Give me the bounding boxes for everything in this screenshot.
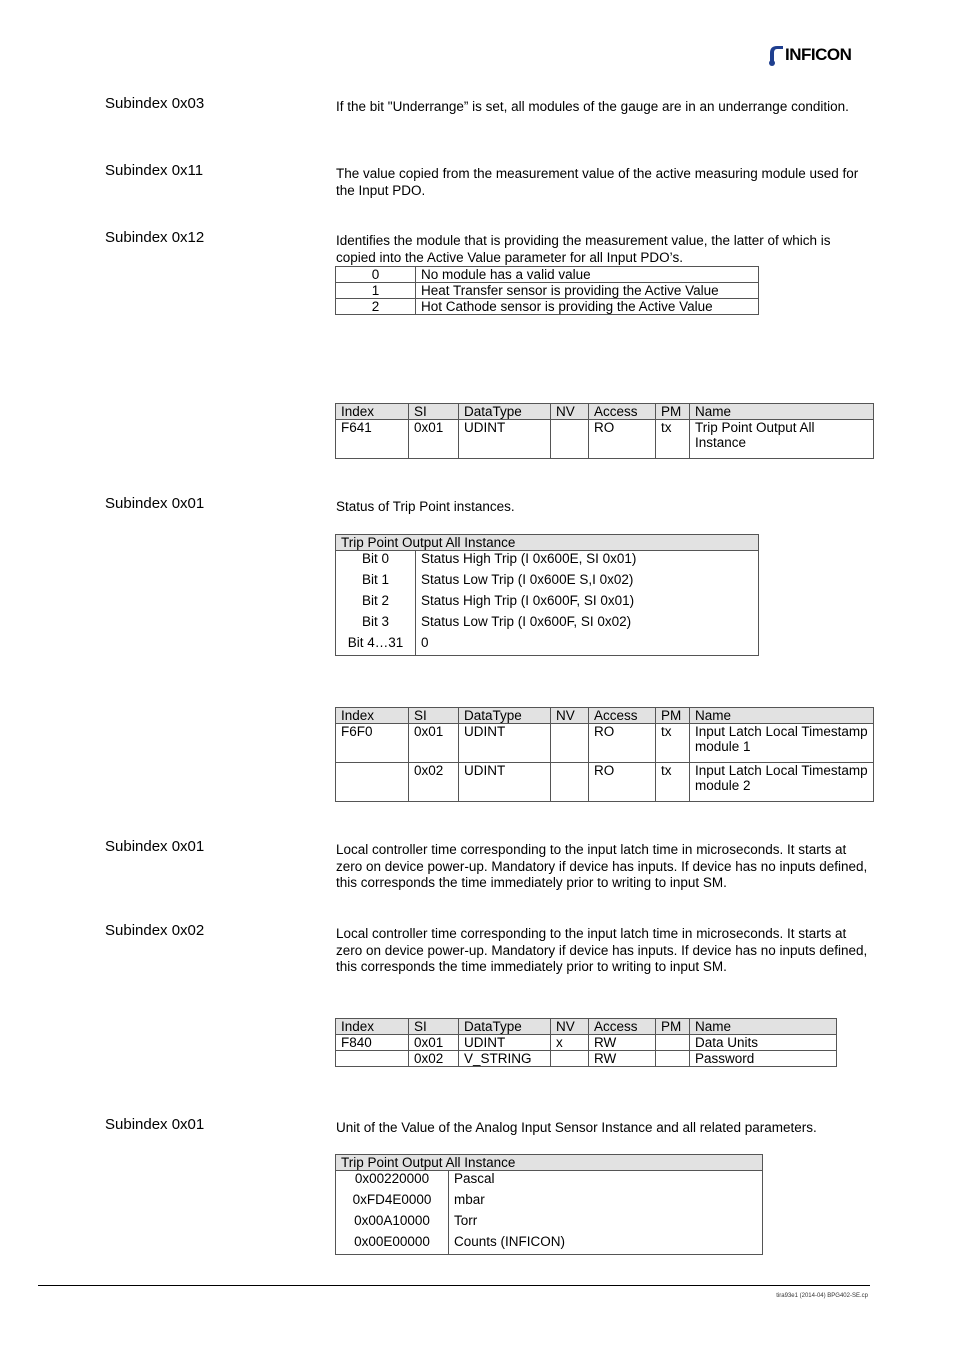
module-table: [335, 266, 759, 315]
column-header: SI: [409, 708, 459, 724]
table-cell: UDINT: [459, 763, 551, 802]
units-table: [335, 1154, 763, 1255]
bit-description: Status High Trip (I 0x600F, SI 0x01): [416, 593, 759, 614]
table-cell: RO: [589, 724, 656, 763]
unit-code: 0x00220000: [336, 1171, 449, 1192]
column-header: PM: [656, 708, 690, 724]
inficon-logo-icon: [767, 44, 785, 66]
subindex-label: Subindex 0x03: [105, 95, 205, 112]
table-cell: 0x02: [409, 1051, 459, 1067]
bit-label: Bit 2: [336, 593, 416, 614]
bit-description: Status Low Trip (I 0x600F, SI 0x02): [416, 614, 759, 635]
table-title: Trip Point Output All Instance: [336, 1155, 763, 1171]
unit-name: mbar: [449, 1192, 763, 1213]
table-cell: tx: [656, 420, 690, 459]
table-row: [336, 1051, 837, 1067]
column-header: Index: [336, 708, 409, 724]
table-cell: F840: [336, 1035, 409, 1051]
column-header: NV: [551, 1019, 589, 1035]
table-header-row: [336, 1019, 837, 1035]
table-row: [336, 420, 874, 459]
column-header: NV: [551, 708, 589, 724]
column-header: NV: [551, 404, 589, 420]
table-cell: Input Latch Local Timestamp module 1: [690, 724, 874, 763]
table-row: [336, 763, 874, 802]
table-cell: [656, 1051, 690, 1067]
bit-label: Bit 4…31: [336, 635, 416, 656]
column-header: PM: [656, 404, 690, 420]
table-cell: RO: [589, 420, 656, 459]
subindex-description: Status of Trip Point instances.: [336, 499, 515, 514]
bit-label: Bit 1: [336, 572, 416, 593]
table-row: [336, 267, 759, 283]
table-row: [336, 1192, 763, 1213]
bit-label: Bit 3: [336, 614, 416, 635]
subindex-description: Local controller time corresponding to the input latch time in microseconds. It starts at zero on device power-up. Mandatory if device has inputs. If device has no inputs defined, this corresponds the time immediately prior to writing to input SM.: [336, 926, 868, 974]
module-description: Hot Cathode sensor is providing the Active Value: [416, 299, 759, 315]
table-row: [336, 1234, 763, 1255]
module-code: 1: [336, 283, 416, 299]
table-cell: Trip Point Output All Instance: [690, 420, 874, 459]
table-cell: F641: [336, 420, 409, 459]
table-row: [336, 614, 759, 635]
column-header: PM: [656, 1019, 690, 1035]
object-table-f6f0: [335, 707, 874, 802]
table-row: [336, 593, 759, 614]
object-table-f641: [335, 403, 874, 459]
table-cell: 0x01: [409, 1035, 459, 1051]
table-cell: UDINT: [459, 724, 551, 763]
table-cell: Input Latch Local Timestamp module 2: [690, 763, 874, 802]
subindex-description: Unit of the Value of the Analog Input Sensor Instance and all related parameters.: [336, 1120, 817, 1135]
table-cell: [551, 724, 589, 763]
table-cell: RO: [589, 763, 656, 802]
table-row: [336, 572, 759, 593]
table-cell: 0x01: [409, 420, 459, 459]
bit-description: 0: [416, 635, 759, 656]
table-row: [336, 635, 759, 656]
table-row: [336, 1035, 837, 1051]
subindex-label: Subindex 0x01: [105, 495, 205, 512]
table-cell: UDINT: [459, 420, 551, 459]
bit-label: Bit 0: [336, 551, 416, 572]
footer-text: tira93e1 (2014-04) BPG402-SE.cp: [776, 1293, 868, 1299]
column-header: SI: [409, 1019, 459, 1035]
unit-name: Counts (INFICON): [449, 1234, 763, 1255]
table-header-row: [336, 404, 874, 420]
table-row: [336, 283, 759, 299]
trip-point-bits-table: [335, 534, 759, 656]
column-header: Name: [690, 404, 874, 420]
column-header: Access: [589, 1019, 656, 1035]
table-row: [336, 724, 874, 763]
module-code: 2: [336, 299, 416, 315]
module-description: Heat Transfer sensor is providing the Active Value: [416, 283, 759, 299]
unit-code: 0x00A10000: [336, 1213, 449, 1234]
table-cell: tx: [656, 724, 690, 763]
subindex-label: Subindex 0x01: [105, 1116, 205, 1133]
unit-name: Pascal: [449, 1171, 763, 1192]
table-header-row: [336, 708, 874, 724]
column-header: Name: [690, 1019, 837, 1035]
subindex-description: Local controller time corresponding to the input latch time in microseconds. It starts at zero on device power-up. Mandatory if device has inputs. If device has no inputs defined, this corresponds the time immediately prior to writing to input SM.: [336, 842, 868, 890]
table-cell: 0x01: [409, 724, 459, 763]
table-title: Trip Point Output All Instance: [336, 535, 759, 551]
table-cell: [551, 420, 589, 459]
bit-description: Status Low Trip (I 0x600E S,I 0x02): [416, 572, 759, 593]
table-cell: [656, 1035, 690, 1051]
table-cell: [551, 763, 589, 802]
inficon-logo: [767, 44, 851, 66]
column-header: DataType: [459, 708, 551, 724]
column-header: DataType: [459, 1019, 551, 1035]
table-cell: RW: [589, 1051, 656, 1067]
object-table-f840: [335, 1018, 837, 1067]
table-cell: [336, 763, 409, 802]
column-header: DataType: [459, 404, 551, 420]
subindex-label: Subindex 0x11: [105, 162, 204, 179]
footer-divider: [38, 1285, 870, 1286]
table-row: [336, 1213, 763, 1234]
subindex-label: Subindex 0x01: [105, 838, 205, 855]
module-code: 0: [336, 267, 416, 283]
subindex-label: Subindex 0x02: [105, 922, 205, 939]
unit-code: 0x00E00000: [336, 1234, 449, 1255]
column-header: Index: [336, 1019, 409, 1035]
column-header: Access: [589, 708, 656, 724]
column-header: SI: [409, 404, 459, 420]
subindex-description: Identifies the module that is providing the measurement value, the latter of which is copied into the Active Value parameter for all Input PDO’s.: [336, 233, 831, 265]
table-cell: RW: [589, 1035, 656, 1051]
table-cell: F6F0: [336, 724, 409, 763]
table-cell: Password: [690, 1051, 837, 1067]
table-cell: Data Units: [690, 1035, 837, 1051]
column-header: Name: [690, 708, 874, 724]
table-cell: tx: [656, 763, 690, 802]
table-cell: [551, 1051, 589, 1067]
logo-text: INFICON: [785, 45, 852, 64]
unit-code: 0xFD4E0000: [336, 1192, 449, 1213]
unit-name: Torr: [449, 1213, 763, 1234]
table-cell: V_STRING: [459, 1051, 551, 1067]
table-cell: 0x02: [409, 763, 459, 802]
column-header: Index: [336, 404, 409, 420]
subindex-description: The value copied from the measurement value of the active measuring module used for the Input PDO.: [336, 166, 859, 198]
table-cell: UDINT: [459, 1035, 551, 1051]
table-cell: x: [551, 1035, 589, 1051]
subindex-description: If the bit "Underrange” is set, all modules of the gauge are in an underrange condition.: [336, 99, 849, 114]
table-cell: [336, 1051, 409, 1067]
module-description: No module has a valid value: [416, 267, 759, 283]
bit-description: Status High Trip (I 0x600E, SI 0x01): [416, 551, 759, 572]
column-header: Access: [589, 404, 656, 420]
subindex-label: Subindex 0x12: [105, 229, 205, 246]
table-row: [336, 1171, 763, 1192]
table-row: [336, 299, 759, 315]
table-row: [336, 551, 759, 572]
